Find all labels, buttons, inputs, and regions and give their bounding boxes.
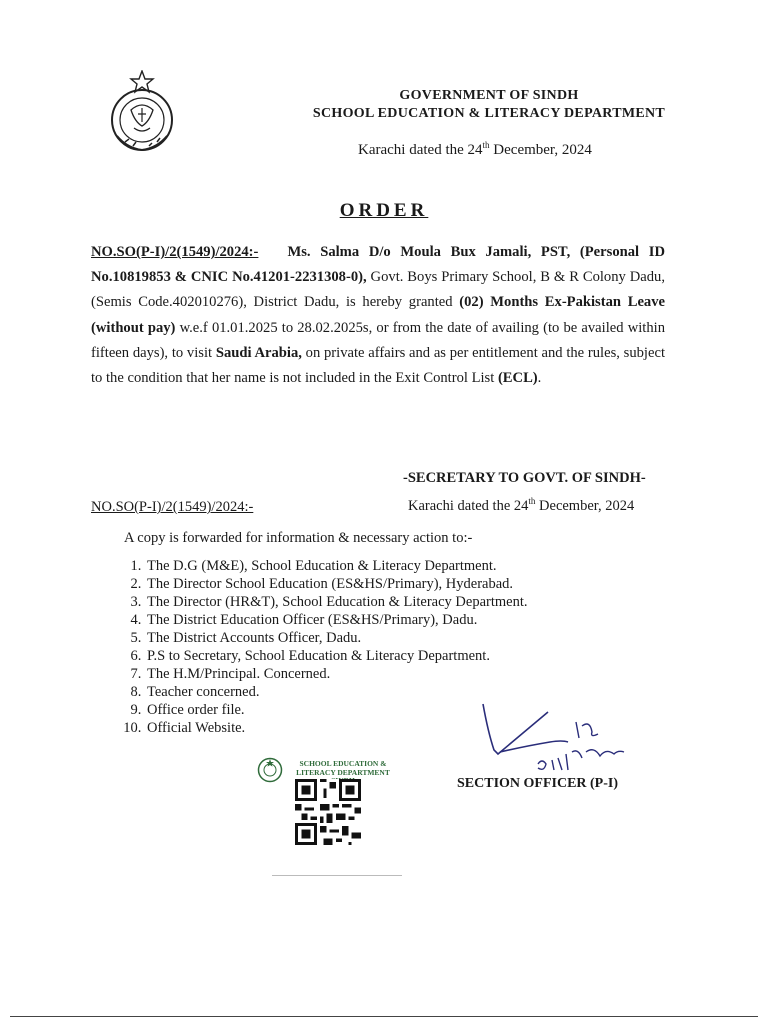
list-item: 2. The Director School Education (ES&HS/Primary), Hyderabad.: [145, 575, 528, 593]
forward-date: Karachi dated the 24th December, 2024: [408, 496, 635, 514]
order-title: ORDER: [339, 200, 429, 221]
handwritten-signature: [478, 702, 628, 782]
order-body: NO.SO(P-I)/2(1549)/2024:- Ms. Salma D/o Moula Bux Jamali, PST, (Personal ID No.10819853 & CNIC No.41201-2231308-0), Govt. Boys Primary School, B & R Colony Dadu, (Semis Code.402010276), District Dadu, is hereby granted (02) Months Ex-Pakistan Leave (without pay) w.e.f 01.01.2025 to 28.02.2025s, or from the date of availing (to be availed within fifteen days), to visit Saudi Arabia, on private affairs and as per entitlement and the rules, subject to the condition that her name is not included in the Exit Control List (ECL).: [91, 244, 665, 387]
forward-intro: A copy is forwarded for information & necessary action to:-: [124, 530, 473, 546]
department-heading: SCHOOL EDUCATION & LITERACY DEPARTMENT: [312, 106, 666, 121]
divider: [272, 875, 402, 876]
list-item: 4. The District Education Officer (ES&HS/Primary), Dadu.: [145, 611, 528, 629]
government-heading: GOVERNMENT OF SINDH: [399, 88, 579, 103]
list-item: 6. P.S to Secretary, School Education & Literacy Department.: [145, 647, 528, 665]
list-item: 9. Office order file.: [145, 701, 528, 719]
section-officer-signatory: SECTION OFFICER (P-I): [457, 776, 619, 791]
forward-reference: NO.SO(P-I)/2(1549)/2024:-: [91, 499, 254, 515]
sindh-government-emblem-icon: [103, 70, 181, 154]
recipient-list: [105, 557, 528, 737]
list-item: 7. The H.M/Principal. Concerned.: [145, 665, 528, 683]
header-date: Karachi dated the 24th December, 2024: [358, 140, 592, 158]
list-item: 8. Teacher concerned.: [145, 683, 528, 701]
department-stamp: SCHOOL EDUCATION & LITERACY DEPARTMENT: [296, 759, 390, 777]
page-bottom-rule: [10, 1016, 758, 1017]
department-seal-icon: [257, 757, 283, 783]
list-item: 1. The D.G (M&E), School Education & Literacy Department.: [145, 557, 528, 575]
secretary-signatory: -SECRETARY TO GOVT. OF SINDH-: [403, 470, 646, 486]
list-item: 5. The District Accounts Officer, Dadu.: [145, 629, 528, 647]
list-item: 10. Official Website.: [145, 719, 528, 737]
qr-code-icon: [295, 779, 361, 845]
order-reference: NO.SO(P-I)/2(1549)/2024:-: [91, 244, 259, 260]
list-item: 3. The Director (HR&T), School Education & Literacy Department.: [145, 593, 528, 611]
